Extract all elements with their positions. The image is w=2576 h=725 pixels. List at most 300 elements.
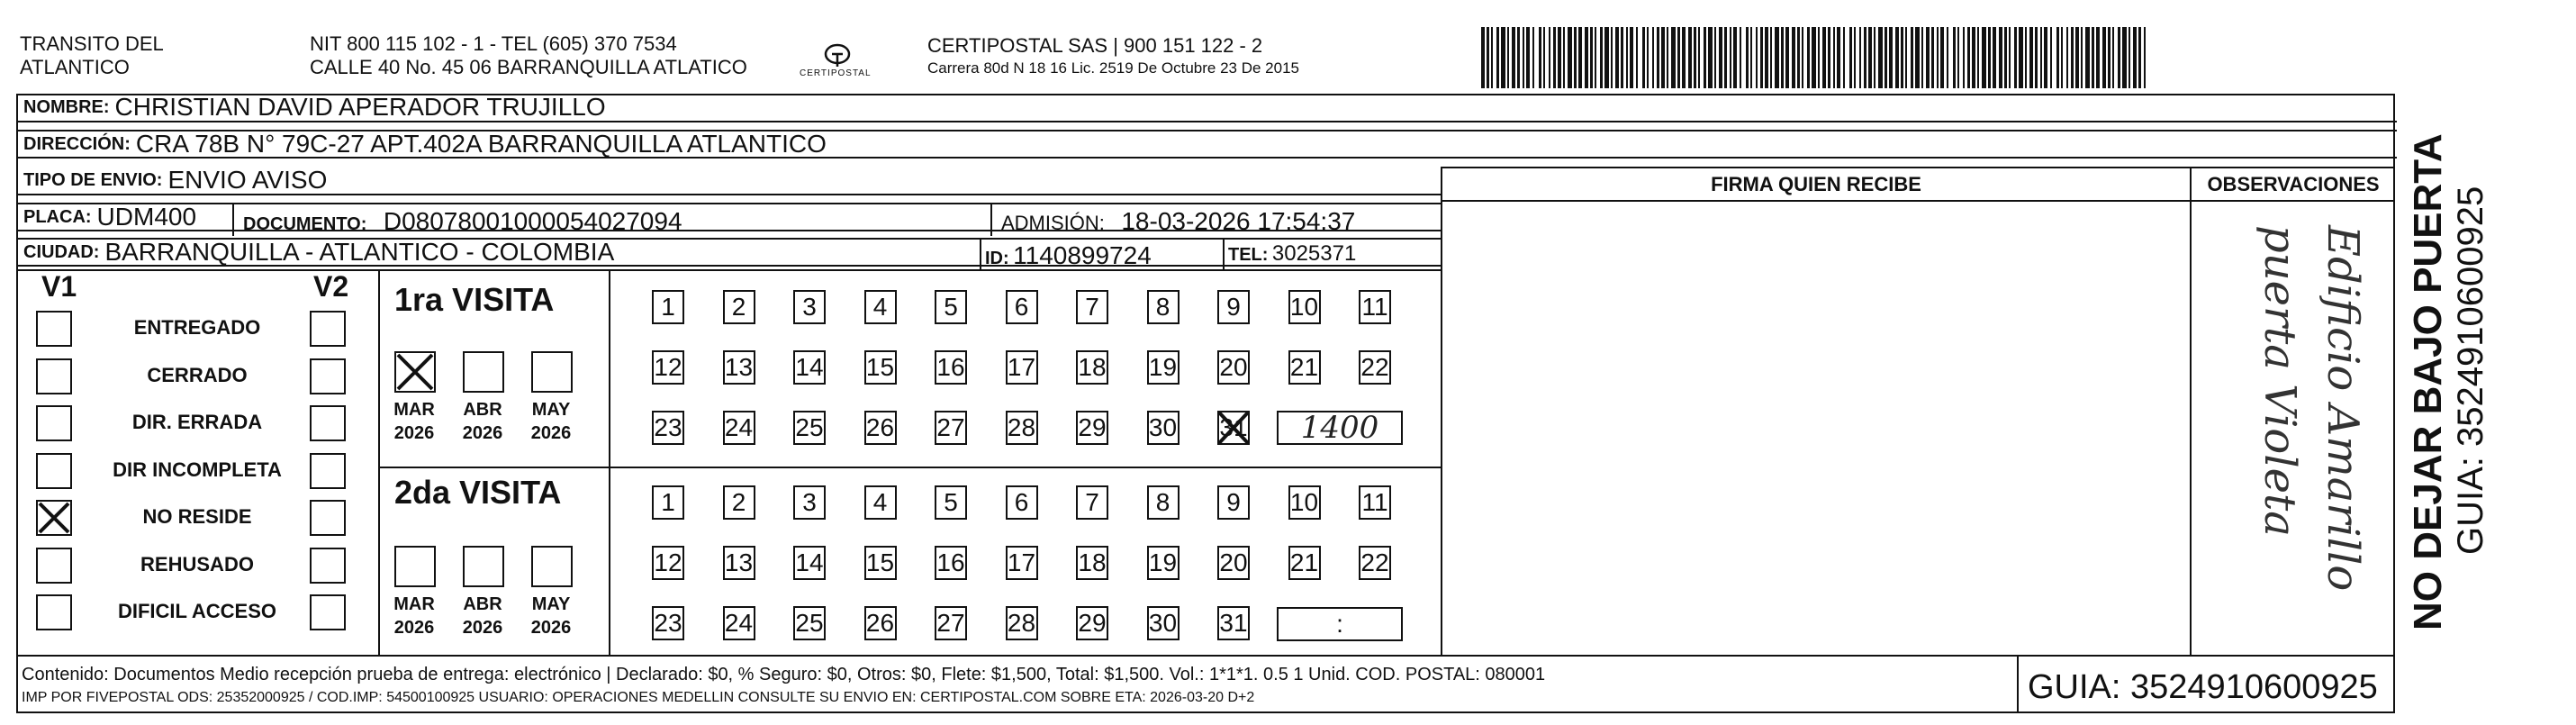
second-visit-day[interactable]: 6 xyxy=(1006,485,1038,520)
barcode-bar xyxy=(1526,27,1530,88)
barcode-bar xyxy=(1785,27,1789,88)
barcode-bar xyxy=(1926,27,1930,88)
barcode-bar xyxy=(1895,27,1899,88)
second-visit-month-checkbox[interactable] xyxy=(394,546,436,587)
second-visit-day[interactable]: 2 xyxy=(723,485,755,520)
second-visit-title: 2da VISITA xyxy=(394,474,562,511)
barcode-bar xyxy=(1921,27,1923,88)
first-visit-title: 1ra VISITA xyxy=(394,281,555,318)
barcode-bar xyxy=(1770,27,1772,88)
firma-divider xyxy=(1441,167,1442,657)
barcode-bar xyxy=(1931,27,1934,88)
v2-checkbox[interactable] xyxy=(310,405,346,441)
barcode-bar xyxy=(1874,27,1876,88)
second-visit-day[interactable]: 20 xyxy=(1217,546,1250,580)
first-visit-day[interactable]: 4 xyxy=(864,290,897,324)
barcode-bar xyxy=(1549,27,1550,88)
second-visit-day[interactable]: 10 xyxy=(1288,485,1321,520)
barcode-bar xyxy=(1818,27,1820,88)
v1-checkbox[interactable] xyxy=(36,311,72,347)
second-visit-day[interactable]: 7 xyxy=(1076,485,1108,520)
second-visit-day[interactable]: 22 xyxy=(1359,546,1391,580)
barcode-bar xyxy=(1977,27,1979,88)
tel-label: TEL: xyxy=(1228,245,1269,265)
barcode-bar xyxy=(1630,27,1633,88)
id-value: 1140899724 xyxy=(1013,241,1152,269)
second-visit-day[interactable]: 9 xyxy=(1217,485,1250,520)
first-visit-day[interactable]: 19 xyxy=(1147,350,1180,385)
barcode-bar xyxy=(1657,27,1659,88)
carrier-address: Carrera 80d N 18 16 Lic. 2519 De Octubre 23 De 2015 xyxy=(927,59,1299,77)
barcode-bar xyxy=(1878,27,1883,88)
footer-guia: GUIA: 3524910600925 xyxy=(2028,668,2378,706)
barcode-bar xyxy=(1963,27,1965,88)
second-visit-day[interactable]: 8 xyxy=(1147,485,1180,520)
barcode-bar xyxy=(1797,27,1800,88)
second-visit-day[interactable]: 12 xyxy=(652,546,684,580)
barcode-bar xyxy=(1661,27,1665,88)
first-visit-day[interactable]: 13 xyxy=(723,350,755,385)
first-visit-day[interactable]: 29 xyxy=(1076,411,1108,445)
barcode-bar xyxy=(1615,27,1619,88)
nombre-label: NOMBRE: xyxy=(23,96,110,117)
first-visit-month-checkbox[interactable] xyxy=(463,351,504,393)
direccion-label: DIRECCIÓN: xyxy=(23,133,131,154)
id-divider xyxy=(980,238,981,269)
barcode-bar xyxy=(1600,27,1603,88)
barcode-bar xyxy=(1740,27,1741,88)
barcode-bar xyxy=(2075,27,2079,88)
barcode-bar xyxy=(1626,27,1628,88)
status-label: NO RESIDE xyxy=(142,505,252,528)
barcode-bar xyxy=(2133,27,2137,88)
id-cell xyxy=(985,241,1152,270)
barcode-bar xyxy=(1539,27,1541,88)
barcode-bar xyxy=(1496,27,1499,88)
barcode-bar xyxy=(1558,27,1561,88)
barcode-bar xyxy=(2056,27,2059,88)
v2-checkbox[interactable] xyxy=(310,594,346,630)
barcode-bar xyxy=(2108,27,2111,88)
barcode-bar xyxy=(2029,27,2033,88)
first-visit-day[interactable]: 21 xyxy=(1288,350,1321,385)
barcode-bar xyxy=(1854,27,1856,88)
carrier-name: CERTIPOSTAL SAS | 900 151 122 - 2 xyxy=(927,34,1263,57)
firma-top-line xyxy=(1442,167,2395,168)
footer-top-line xyxy=(16,655,2395,657)
ciudad-value: BARRANQUILLA - ATLANTICO - COLOMBIA xyxy=(104,238,615,266)
barcode-bar xyxy=(1901,27,1903,88)
documento-label: DOCUMENTO: xyxy=(243,214,367,234)
barcode-bar xyxy=(1512,27,1515,88)
barcode-bar xyxy=(1563,27,1565,88)
barcode-bar xyxy=(2112,27,2114,88)
v2-checkbox[interactable] xyxy=(310,358,346,394)
tipo-value: ENVIO AVISO xyxy=(167,166,328,194)
first-visit-day[interactable]: 6 xyxy=(1006,290,1038,324)
barcode-bar xyxy=(1704,27,1706,88)
visit-divider-line xyxy=(378,467,1442,468)
direccion-value: CRA 78B N° 79C-27 APT.402A BARRANQUILLA ATLANTICO xyxy=(135,130,827,158)
barcode-bar xyxy=(1481,27,1485,88)
barcode-bar xyxy=(1621,27,1623,88)
barcode-bar xyxy=(2035,27,2038,88)
first-visit-day[interactable]: 12 xyxy=(652,350,684,385)
barcode-bar xyxy=(2019,27,2023,88)
second-visit-day[interactable]: 15 xyxy=(864,546,897,580)
barcode-bar xyxy=(1714,27,1716,88)
barcode-bar xyxy=(2014,27,2017,88)
second-visit-month-checkbox[interactable] xyxy=(531,546,573,587)
second-visit-day[interactable]: 11 xyxy=(1359,485,1391,520)
barcode-bar xyxy=(1905,27,1907,88)
org-name-line1: TRANSITO DEL xyxy=(20,32,164,55)
placa-value: UDM400 xyxy=(96,203,197,231)
first-visit-day[interactable]: 26 xyxy=(864,411,897,445)
first-visit-day[interactable]: 7 xyxy=(1076,290,1108,324)
second-visit-day[interactable]: 5 xyxy=(935,485,967,520)
barcode-bar xyxy=(1698,27,1700,88)
placa-divider xyxy=(232,203,234,236)
barcode-bar xyxy=(1532,27,1534,88)
first-visit-day[interactable]: 11 xyxy=(1359,290,1391,324)
month-year: 2026 xyxy=(530,618,572,638)
barcode-bar xyxy=(1792,27,1795,88)
barcode-bar xyxy=(2004,27,2007,88)
tel-value: 3025371 xyxy=(1271,241,1357,266)
barcode-bar xyxy=(1647,27,1649,88)
admision-label: ADMISIÓN: xyxy=(1001,212,1105,234)
second-visit-month-checkbox[interactable] xyxy=(463,546,504,587)
first-visit-day[interactable]: 31 xyxy=(1217,411,1250,445)
v1-checkbox[interactable] xyxy=(36,358,72,394)
first-visit-day[interactable]: 18 xyxy=(1076,350,1108,385)
month-year: 2026 xyxy=(462,423,503,443)
barcode-bar xyxy=(1611,27,1613,88)
tel-cell xyxy=(1228,241,1356,267)
barcode-bar xyxy=(2118,27,2120,88)
first-visit-month-checkbox[interactable] xyxy=(531,351,573,393)
v2-checkbox[interactable] xyxy=(310,500,346,536)
v2-checkbox[interactable] xyxy=(310,548,346,584)
barcode-bar xyxy=(1652,27,1654,88)
barcode-bar xyxy=(1972,27,1975,88)
month-name: MAR xyxy=(393,594,435,614)
barcode-bar xyxy=(1682,27,1686,88)
barcode-bar xyxy=(1953,27,1956,88)
barcode-bar xyxy=(1807,27,1810,88)
admision-divider xyxy=(990,203,992,236)
barcode-bar xyxy=(1746,27,1749,88)
months-divider xyxy=(609,269,610,657)
barcode-bar xyxy=(2096,27,2100,88)
nombre-row xyxy=(18,94,2397,122)
second-visit-day[interactable]: 14 xyxy=(793,546,826,580)
first-visit-day[interactable]: 16 xyxy=(935,350,967,385)
barcode-bar xyxy=(1911,27,1913,88)
barcode-bar xyxy=(1889,27,1893,88)
barcode-bar xyxy=(1677,27,1680,88)
barcode-bar xyxy=(2129,27,2130,88)
org-address: CALLE 40 No. 45 06 BARRANQUILLA ATLATICO xyxy=(310,56,747,78)
org-name-line2: ATLANTICO xyxy=(20,56,130,78)
second-visit-day[interactable]: 30 xyxy=(1147,606,1180,640)
second-visit-day[interactable]: 4 xyxy=(864,485,897,520)
v1-checkbox[interactable] xyxy=(36,405,72,441)
barcode-bar xyxy=(2025,27,2027,88)
barcode-bar xyxy=(1940,27,1944,88)
footer-divider xyxy=(2017,657,2019,713)
month-name: ABR xyxy=(463,594,502,614)
month-name: MAY xyxy=(531,400,571,420)
certipostal-logo xyxy=(792,40,882,86)
firma-label: FIRMA QUIEN RECIBE xyxy=(1711,173,1921,195)
barcode-bar xyxy=(1578,27,1582,88)
barcode-bar xyxy=(1828,27,1830,88)
obs-handwriting-line1: Edificio Amarillo xyxy=(2318,225,2368,592)
barcode-bar xyxy=(2085,27,2090,88)
barcode-bar xyxy=(2102,27,2106,88)
barcode-bar xyxy=(1843,27,1845,88)
org-name xyxy=(20,32,164,79)
barcode-bar xyxy=(1822,27,1826,88)
barcode-bar xyxy=(1523,27,1524,88)
footer-line1: Contenido: Documentos Medio recepción prueba de entrega: electrónico | Declarado: $0, % Seguro: $0, Otros: $0, Flete: $1,500, Total: $1,500. Vol.: 1*1*1. 0.5 1 Unid. COD. POSTAL: 080001 xyxy=(22,665,1546,684)
first-visit-day[interactable]: 9 xyxy=(1217,290,1250,324)
second-visit-day[interactable]: 16 xyxy=(935,546,967,580)
barcode-bar xyxy=(1967,27,1970,88)
barcode-bar xyxy=(2122,27,2127,88)
barcode-bar xyxy=(1491,27,1493,88)
second-visit-day[interactable]: 31 xyxy=(1217,606,1250,640)
barcode-bar xyxy=(1730,27,1731,88)
certipostal-logo-icon xyxy=(792,40,882,86)
barcode-bar xyxy=(1667,27,1668,88)
barcode-bar xyxy=(1724,27,1727,88)
barcode-bar xyxy=(1636,27,1638,88)
status-label: ENTREGADO xyxy=(133,316,261,339)
barcode-bar xyxy=(2050,27,2052,88)
admision-value: 18-03-2026 17:54:37 xyxy=(1121,207,1356,235)
first-visit-time: 1400 xyxy=(1277,411,1403,445)
barcode-bar xyxy=(1501,27,1505,88)
second-visit-month-label xyxy=(387,593,441,639)
barcode-bar xyxy=(1694,27,1696,88)
first-visit-day-check xyxy=(1216,409,1252,447)
barcode-bar xyxy=(1604,27,1609,88)
first-visit-day[interactable]: 17 xyxy=(1006,350,1038,385)
nombre-value: CHRISTIAN DAVID APERADOR TRUJILLO xyxy=(114,93,606,121)
barcode-bar xyxy=(2066,27,2068,88)
second-visit-day[interactable]: 23 xyxy=(652,606,684,640)
second-visit-month-label xyxy=(456,593,510,639)
second-visit-day[interactable]: 21 xyxy=(1288,546,1321,580)
v2-checkbox[interactable] xyxy=(310,453,346,489)
month-year: 2026 xyxy=(393,423,435,443)
first-visit-day[interactable]: 25 xyxy=(793,411,826,445)
v2-checkbox[interactable] xyxy=(310,311,346,347)
barcode-bar xyxy=(1812,27,1816,88)
first-visit-day[interactable]: 8 xyxy=(1147,290,1180,324)
obs-handwriting-line2: puerta Violeta xyxy=(2255,225,2305,537)
barcode-bar xyxy=(1837,27,1840,88)
barcode xyxy=(1481,27,2147,88)
barcode-bar xyxy=(2144,27,2146,88)
first-visit-month-label xyxy=(524,398,578,445)
status-label: DIR INCOMPLETA xyxy=(113,458,282,481)
barcode-bar xyxy=(1781,27,1784,88)
first-visit-day[interactable]: 10 xyxy=(1288,290,1321,324)
v1-checkbox[interactable] xyxy=(36,548,72,584)
first-visit-month-label xyxy=(387,398,441,445)
barcode-bar xyxy=(1993,27,1996,88)
second-visit-day[interactable]: 19 xyxy=(1147,546,1180,580)
first-visit-day[interactable]: 5 xyxy=(935,290,967,324)
month-year: 2026 xyxy=(462,618,503,638)
footer-line2: IMP POR FIVEPOSTAL ODS: 25352000925 / COD.IMP: 54500100925 USUARIO: OPERACIONES MEDELLIN CONSULTE SU ENVIO EN: CERTIPOSTAL.COM SOBRE ETA: 2026-03-20 D+2 xyxy=(22,690,1255,705)
barcode-bar xyxy=(1688,27,1692,88)
v1-check-mark xyxy=(36,500,72,536)
first-visit-day[interactable]: 2 xyxy=(723,290,755,324)
status-label: DIR. ERRADA xyxy=(131,411,263,433)
id-label: ID: xyxy=(985,249,1009,268)
barcode-bar xyxy=(1885,27,1887,88)
barcode-bar xyxy=(1517,27,1520,88)
barcode-bar xyxy=(1487,27,1489,88)
second-visit-day[interactable]: 24 xyxy=(723,606,755,640)
second-visit-day[interactable]: 18 xyxy=(1076,546,1108,580)
first-visit-month-label xyxy=(456,398,510,445)
carrier-info xyxy=(927,34,1299,79)
barcode-bar xyxy=(1859,27,1861,88)
month-year: 2026 xyxy=(530,423,572,443)
first-visit-day[interactable]: 23 xyxy=(652,411,684,445)
observaciones-label: OBSERVACIONES xyxy=(2207,173,2380,195)
barcode-bar xyxy=(2009,27,2011,88)
second-visit-day[interactable]: 13 xyxy=(723,546,755,580)
documento-cell xyxy=(243,207,682,236)
barcode-bar xyxy=(1849,27,1852,88)
v1-label: V1 xyxy=(41,270,77,303)
barcode-bar xyxy=(1915,27,1920,88)
barcode-bar xyxy=(1733,27,1737,88)
status-divider xyxy=(378,269,380,657)
first-visit-day[interactable]: 28 xyxy=(1006,411,1038,445)
second-visit-day[interactable]: 1 xyxy=(652,485,684,520)
month-year: 2026 xyxy=(393,618,435,638)
barcode-bar xyxy=(2081,27,2083,88)
first-visit-day[interactable]: 3 xyxy=(793,290,826,324)
tipo-row xyxy=(18,167,1442,195)
second-visit-day[interactable]: 25 xyxy=(793,606,826,640)
side-guia: GUIA: 3524910600925 xyxy=(2451,186,2490,555)
barcode-bar xyxy=(1543,27,1545,88)
admision-cell xyxy=(1001,207,1355,236)
first-visit-month-check xyxy=(394,351,436,393)
status-label: DIFICIL ACCESO xyxy=(117,600,276,622)
first-visit-day[interactable]: 20 xyxy=(1217,350,1250,385)
v1-checkbox[interactable] xyxy=(36,594,72,630)
ciudad-label: CIUDAD: xyxy=(23,241,100,262)
barcode-bar xyxy=(1590,27,1593,88)
second-visit-day[interactable]: 28 xyxy=(1006,606,1038,640)
first-visit-day[interactable]: 22 xyxy=(1359,350,1391,385)
barcode-bar xyxy=(1568,27,1572,88)
barcode-bar xyxy=(1947,27,1948,88)
barcode-bar xyxy=(1756,27,1758,88)
barcode-bar xyxy=(1802,27,1803,88)
month-name: MAR xyxy=(393,400,435,420)
second-visit-day[interactable]: 27 xyxy=(935,606,967,640)
month-name: MAY xyxy=(531,594,571,614)
placa-label: PLACA: xyxy=(23,206,92,227)
firma-header-line xyxy=(1442,200,2395,202)
barcode-bar xyxy=(2061,27,2063,88)
grid-top-line xyxy=(16,269,1442,271)
first-visit-day[interactable]: 14 xyxy=(793,350,826,385)
second-visit-day[interactable]: 29 xyxy=(1076,606,1108,640)
first-visit-day[interactable]: 15 xyxy=(864,350,897,385)
second-visit-day[interactable]: 17 xyxy=(1006,546,1038,580)
obs-divider xyxy=(2190,167,2192,657)
barcode-bar xyxy=(1585,27,1588,88)
tel-divider xyxy=(1223,238,1225,269)
first-visit-day[interactable]: 30 xyxy=(1147,411,1180,445)
barcode-bar xyxy=(1507,27,1509,88)
documento-value: D08078001000054027094 xyxy=(383,207,682,235)
barcode-bar xyxy=(1765,27,1768,88)
barcode-icon xyxy=(1481,27,2147,88)
barcode-bar xyxy=(1957,27,1959,88)
barcode-bar xyxy=(1553,27,1556,88)
org-contact xyxy=(310,32,747,79)
barcode-bar xyxy=(1988,27,1991,88)
second-visit-time: : xyxy=(1277,607,1403,641)
side-notice: NO DEJAR BAJO PUERTA xyxy=(2406,133,2450,630)
barcode-bar xyxy=(2138,27,2141,88)
barcode-bar xyxy=(1833,27,1835,88)
barcode-bar xyxy=(1642,27,1645,88)
status-label: CERRADO xyxy=(147,363,248,386)
barcode-bar xyxy=(1671,27,1676,88)
second-visit-day[interactable]: 26 xyxy=(864,606,897,640)
barcode-bar xyxy=(1999,27,2002,88)
second-visit-month-label xyxy=(524,593,578,639)
barcode-bar xyxy=(1868,27,1872,88)
logo-text: CERTIPOSTAL xyxy=(800,68,872,78)
barcode-bar xyxy=(1574,27,1577,88)
barcode-bar xyxy=(2044,27,2047,88)
v1-checkbox[interactable] xyxy=(36,453,72,489)
v2-label: V2 xyxy=(313,270,349,303)
barcode-bar xyxy=(2071,27,2074,88)
first-visit-day[interactable]: 24 xyxy=(723,411,755,445)
org-nit: NIT 800 115 102 - 1 - TEL (605) 370 7534 xyxy=(310,32,677,55)
barcode-bar xyxy=(1719,27,1722,88)
barcode-bar xyxy=(1760,27,1763,88)
direccion-row xyxy=(18,130,2397,159)
first-visit-day[interactable]: 1 xyxy=(652,290,684,324)
barcode-bar xyxy=(1775,27,1779,88)
first-visit-day[interactable]: 27 xyxy=(935,411,967,445)
barcode-bar xyxy=(2092,27,2094,88)
barcode-bar xyxy=(1982,27,1986,88)
barcode-bar xyxy=(2040,27,2042,88)
tipo-label: TIPO DE ENVIO: xyxy=(23,169,163,190)
second-visit-day[interactable]: 3 xyxy=(793,485,826,520)
barcode-bar xyxy=(1595,27,1596,88)
barcode-bar xyxy=(1708,27,1713,88)
